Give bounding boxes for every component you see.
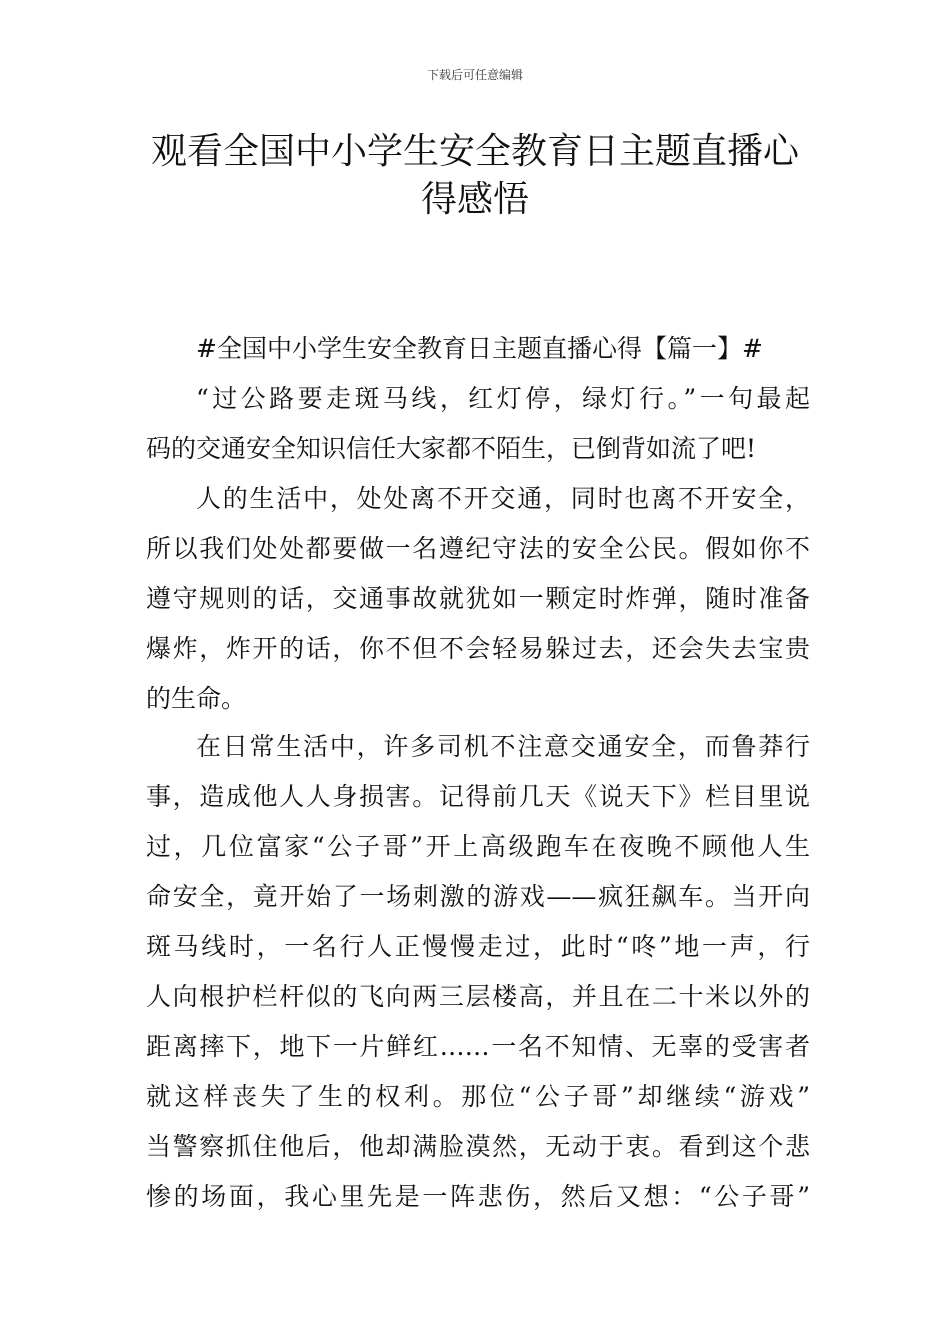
paragraph-line: “过公路要走斑马线，红灯停，绿灯行。”一句最起 — [196, 384, 810, 413]
paragraph-line: 人向根护栏杆似的飞向两三层楼高，并且在二十米以外的 — [146, 982, 810, 1011]
paragraph-line: 就这样丧失了生的权利。那位“公子哥”却继续“游戏” — [146, 1082, 810, 1111]
paragraph-line: 惨的场面，我心里先是一阵悲伤，然后又想：“公子哥” — [146, 1182, 810, 1211]
section-heading: #全国中小学生安全教育日主题直播心得【篇一】# — [196, 334, 763, 363]
title-line-1: 观看全国中小学生安全教育日主题直播心 — [150, 131, 799, 172]
paragraph-line: 的生命。 — [146, 684, 247, 713]
paragraph-line: 斑马线时，一名行人正慢慢走过，此时“咚”地一声，行 — [146, 932, 810, 961]
paragraph-line: 距离摔下，地下一片鲜红……一名不知情、无辜的受害者 — [146, 1032, 810, 1061]
paragraph-2 — [146, 474, 810, 724]
document-title — [140, 128, 810, 224]
title-line-2: 得感悟 — [420, 179, 529, 220]
paragraph-line: 在日常生活中，许多司机不注意交通安全，而鲁莽行 — [196, 732, 810, 761]
paragraph-line: 事，造成他人人身损害。记得前几天《说天下》栏目里说 — [146, 782, 810, 811]
paragraph-line: 人的生活中，处处离不开交通，同时也离不开安全， — [196, 484, 810, 513]
paragraph-line: 遵守规则的话，交通事故就犹如一颗定时炸弹，随时准备 — [146, 584, 810, 613]
header-note: 下载后可任意编辑 — [426, 68, 523, 82]
paragraph-line: 当警察抓住他后，他却满脸漠然，无动于衷。看到这个悲 — [146, 1132, 810, 1161]
paragraph-line: 码的交通安全知识信任大家都不陌生，已倒背如流了吧! — [146, 434, 757, 463]
paragraph-3 — [146, 722, 810, 1222]
paragraph-line: 所以我们处处都要做一名遵纪守法的安全公民。假如你不 — [146, 534, 810, 563]
paragraph-line: 命安全，竟开始了一场刺激的游戏——疯狂飙车。当开向 — [146, 882, 810, 911]
paragraph-line: 爆炸，炸开的话，你不但不会轻易躲过去，还会失去宝贵 — [146, 634, 810, 663]
paragraph-line: 过，几位富家“公子哥”开上高级跑车在夜晚不顾他人生 — [146, 832, 810, 861]
paragraph-1 — [146, 374, 810, 474]
